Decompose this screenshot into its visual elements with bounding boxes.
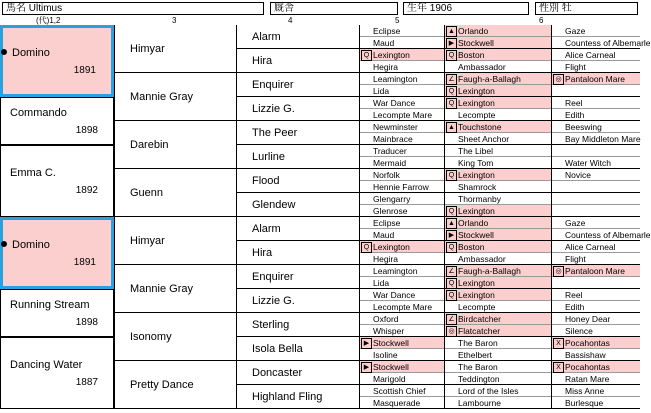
search-icon: Q bbox=[446, 278, 457, 289]
horse-name: Lexington bbox=[373, 242, 410, 252]
col5-horse[interactable] bbox=[359, 61, 444, 73]
col7-horse[interactable] bbox=[551, 253, 640, 265]
column-divider bbox=[114, 25, 115, 409]
horse-name: Oxford bbox=[373, 314, 399, 324]
col5-horse[interactable] bbox=[359, 397, 444, 409]
col5-horse[interactable] bbox=[359, 85, 444, 97]
horse-name: The Baron bbox=[458, 338, 498, 348]
col6-horse[interactable] bbox=[444, 337, 551, 349]
col5-horse[interactable] bbox=[359, 73, 444, 85]
horse-name: Lexington bbox=[458, 278, 495, 288]
horse-name: Mainbrace bbox=[373, 134, 413, 144]
horse-name: The Peer bbox=[252, 126, 298, 139]
horse-name: Pocahontas bbox=[565, 338, 610, 348]
gen3-horse[interactable] bbox=[114, 217, 236, 265]
col6-horse[interactable] bbox=[444, 49, 551, 61]
horse-name: Highland Fling bbox=[252, 390, 323, 403]
horse-name: Hira bbox=[252, 54, 273, 67]
horse-name: Lexington bbox=[373, 50, 410, 60]
horse-name: Ambassador bbox=[458, 254, 506, 264]
pedigree-table bbox=[0, 25, 651, 413]
target-icon: ◎ bbox=[446, 326, 457, 337]
horse-name: Lexington bbox=[458, 98, 495, 108]
horse-name: Lambourne bbox=[458, 398, 502, 408]
horse-name: Reel bbox=[565, 98, 583, 108]
horse-year: 1892 bbox=[75, 185, 98, 196]
col7-horse[interactable] bbox=[551, 73, 640, 85]
col5-horse[interactable] bbox=[359, 337, 444, 349]
col6-horse[interactable] bbox=[444, 97, 551, 109]
horse-name: King Tom bbox=[458, 158, 494, 168]
horse-name: Flatcatcher bbox=[458, 326, 501, 336]
gen1-horse-box[interactable] bbox=[0, 337, 114, 409]
col5-horse[interactable] bbox=[359, 349, 444, 361]
gen1-horse-box[interactable] bbox=[0, 289, 114, 337]
horse-name: Novice bbox=[565, 170, 591, 180]
col7-horse[interactable] bbox=[551, 385, 640, 397]
col7-horse[interactable] bbox=[551, 229, 651, 241]
col7-horse[interactable] bbox=[551, 85, 640, 97]
gen-label-1-2: (代)1,2 bbox=[36, 16, 61, 25]
col6-horse[interactable] bbox=[444, 109, 551, 121]
gen4-horse[interactable] bbox=[236, 73, 359, 97]
horse-year: 1898 bbox=[75, 125, 98, 136]
col6-horse[interactable] bbox=[444, 385, 551, 397]
horse-name: Boston bbox=[458, 50, 485, 60]
horse-year: 1887 bbox=[75, 377, 98, 388]
horse-name: Masquerade bbox=[373, 398, 421, 408]
gen4-horse[interactable] bbox=[236, 313, 359, 337]
col6-horse[interactable] bbox=[444, 313, 551, 325]
col6-horse[interactable] bbox=[444, 277, 551, 289]
flag-icon: ▶ bbox=[361, 338, 372, 349]
gen3-horse[interactable] bbox=[114, 25, 236, 73]
gen-label-6: 6 bbox=[539, 16, 544, 25]
search-icon: Q bbox=[446, 242, 457, 253]
stable-field: 厩舎 bbox=[270, 2, 398, 15]
col7-horse[interactable] bbox=[551, 133, 640, 145]
col7-horse[interactable] bbox=[551, 49, 640, 61]
horse-name: Pretty Dance bbox=[130, 378, 194, 391]
horse-name: Edith bbox=[565, 302, 585, 312]
horse-name: Maud bbox=[373, 38, 395, 48]
birth-year-field: 生年 1906 bbox=[403, 2, 529, 15]
horse-name: Emma C. bbox=[10, 167, 56, 179]
search-icon: Q bbox=[446, 170, 457, 181]
col6-horse[interactable] bbox=[444, 121, 551, 133]
horse-name: Ethelbert bbox=[458, 350, 493, 360]
gen4-horse[interactable] bbox=[236, 97, 359, 121]
gen3-horse[interactable] bbox=[114, 313, 236, 361]
horse-name: Hira bbox=[252, 246, 273, 259]
horse-name: Touchstone bbox=[458, 122, 502, 132]
horse-name: The Baron bbox=[458, 362, 498, 372]
col5-horse[interactable] bbox=[359, 229, 444, 241]
gen4-horse[interactable] bbox=[236, 337, 359, 361]
horse-name: Norfolk bbox=[373, 170, 400, 180]
col5-horse[interactable] bbox=[359, 169, 444, 181]
horse-name: Countess of Albemarle bbox=[565, 38, 651, 48]
col7-horse[interactable] bbox=[551, 361, 640, 373]
col7-horse[interactable] bbox=[551, 301, 640, 313]
col6-horse[interactable] bbox=[444, 25, 551, 37]
horse-name: Reel bbox=[565, 290, 583, 300]
horse-name: Flight bbox=[565, 62, 586, 72]
horse-name: Pantaloon Mare bbox=[565, 266, 626, 276]
horse-year: 1891 bbox=[73, 65, 96, 76]
col6-horse[interactable] bbox=[444, 181, 551, 193]
marker-dot-icon bbox=[1, 241, 7, 247]
horse-name: Lexington bbox=[458, 86, 495, 96]
col7-horse[interactable] bbox=[551, 349, 640, 361]
col7-horse[interactable] bbox=[551, 169, 640, 181]
horse-name: Mannie Gray bbox=[130, 282, 193, 295]
horse-name: Lexington bbox=[458, 206, 495, 216]
horse-name: Whisper bbox=[373, 326, 405, 336]
col7-horse[interactable] bbox=[551, 97, 640, 109]
col5-horse[interactable] bbox=[359, 109, 444, 121]
gen3-horse[interactable] bbox=[114, 169, 236, 217]
search-icon: Q bbox=[446, 86, 457, 97]
horse-name: Darebin bbox=[130, 138, 169, 151]
col6-horse[interactable] bbox=[444, 373, 551, 385]
sex-field: 性別 牡 bbox=[535, 2, 638, 15]
horse-name: Stockwell bbox=[373, 362, 409, 372]
horse-name: Isonomy bbox=[130, 330, 172, 343]
col7-horse[interactable] bbox=[551, 37, 651, 49]
horse-name: Boston bbox=[458, 242, 485, 252]
horse-name: Lida bbox=[373, 278, 390, 288]
gen4-horse[interactable] bbox=[236, 361, 359, 385]
col7-horse[interactable] bbox=[551, 397, 640, 409]
horse-name: Sheet Anchor bbox=[458, 134, 510, 144]
horse-name: Beeswing bbox=[565, 122, 602, 132]
col5-horse[interactable] bbox=[359, 121, 444, 133]
gen4-horse[interactable] bbox=[236, 121, 359, 145]
horse-name: Faugh-a-Ballagh bbox=[458, 266, 521, 276]
horse-name: Silence bbox=[565, 326, 593, 336]
horse-year: 1891 bbox=[73, 257, 96, 268]
horse-name: Glenrose bbox=[373, 206, 408, 216]
horse-name: Guenn bbox=[130, 186, 164, 199]
horse-name: The Libel bbox=[458, 146, 493, 156]
col7-horse[interactable] bbox=[551, 193, 640, 205]
horse-name-field: 馬名 Ultimus bbox=[2, 2, 264, 15]
gen3-horse[interactable] bbox=[114, 265, 236, 313]
horse-name: Newminster bbox=[373, 122, 418, 132]
column-divider bbox=[359, 25, 360, 409]
horse-name: Faugh-a-Ballagh bbox=[458, 74, 521, 84]
horse-name: Water Witch bbox=[565, 158, 611, 168]
horse-name: Hegira bbox=[373, 254, 399, 264]
gen-label-4: 4 bbox=[288, 16, 293, 25]
col5-horse[interactable] bbox=[359, 385, 444, 397]
horse-name: Flood bbox=[252, 174, 280, 187]
horse-year: 1898 bbox=[75, 317, 98, 328]
horse-name: Maud bbox=[373, 230, 395, 240]
col7-horse[interactable] bbox=[551, 157, 640, 169]
col6-horse[interactable] bbox=[444, 205, 551, 217]
col6-horse[interactable] bbox=[444, 229, 551, 241]
column-divider bbox=[551, 25, 552, 409]
horse-name: Lida bbox=[373, 86, 390, 96]
col6-horse[interactable] bbox=[444, 349, 551, 361]
gen1-horse-box[interactable] bbox=[0, 97, 114, 145]
col6-horse[interactable] bbox=[444, 73, 551, 85]
cross-icon: X bbox=[553, 362, 564, 373]
col5-horse[interactable] bbox=[359, 205, 444, 217]
col5-horse[interactable] bbox=[359, 277, 444, 289]
horse-name: Sterling bbox=[252, 318, 290, 331]
gen4-horse[interactable] bbox=[236, 217, 359, 241]
gen4-horse[interactable] bbox=[236, 241, 359, 265]
flag-icon: ▶ bbox=[446, 38, 457, 49]
target-icon: ◎ bbox=[553, 74, 564, 85]
horse-name: Teddington bbox=[458, 374, 500, 384]
col6-horse[interactable] bbox=[444, 61, 551, 73]
horse-name: Ambassador bbox=[458, 62, 506, 72]
horse-name: Himyar bbox=[130, 42, 165, 55]
gen1-horse-box[interactable] bbox=[0, 25, 114, 97]
gen3-horse[interactable] bbox=[114, 361, 236, 409]
horse-name: Eclipse bbox=[373, 26, 401, 36]
horse-name: Isoline bbox=[373, 350, 398, 360]
gen4-horse[interactable] bbox=[236, 49, 359, 73]
horse-name: War Dance bbox=[373, 290, 416, 300]
gen4-horse[interactable] bbox=[236, 145, 359, 169]
horse-name: Lecompte Mare bbox=[373, 110, 433, 120]
angle-icon: ∠ bbox=[446, 314, 457, 325]
angle-icon: ∠ bbox=[446, 74, 457, 85]
search-icon: Q bbox=[446, 50, 457, 61]
horse-name: Alice Carneal bbox=[565, 242, 616, 252]
horse-name: Glengarry bbox=[373, 194, 411, 204]
horse-name: Thormanby bbox=[458, 194, 501, 204]
horse-name: Bay Middleton Mare bbox=[565, 134, 641, 144]
horse-name: Bassishaw bbox=[565, 350, 606, 360]
horse-name: Lizzie G. bbox=[252, 102, 295, 115]
col5-horse[interactable] bbox=[359, 265, 444, 277]
horse-name: Birdcatcher bbox=[458, 314, 501, 324]
col6-horse[interactable] bbox=[444, 241, 551, 253]
col6-horse[interactable] bbox=[444, 265, 551, 277]
col5-horse[interactable] bbox=[359, 361, 444, 373]
col5-horse[interactable] bbox=[359, 97, 444, 109]
col7-horse[interactable] bbox=[551, 205, 640, 217]
horse-name: Lurline bbox=[252, 150, 286, 163]
col5-horse[interactable] bbox=[359, 49, 444, 61]
horse-name: Lord of the Isles bbox=[458, 386, 519, 396]
horse-name: Shamrock bbox=[458, 182, 497, 192]
gen4-horse[interactable] bbox=[236, 385, 359, 409]
cross-icon: X bbox=[553, 338, 564, 349]
col7-horse[interactable] bbox=[551, 265, 640, 277]
col6-horse[interactable] bbox=[444, 289, 551, 301]
gen1-horse-box[interactable] bbox=[0, 145, 114, 217]
col5-horse[interactable] bbox=[359, 313, 444, 325]
col5-horse[interactable] bbox=[359, 289, 444, 301]
col5-horse[interactable] bbox=[359, 373, 444, 385]
gen4-horse[interactable] bbox=[236, 193, 359, 217]
horse-name: Lizzie G. bbox=[252, 294, 295, 307]
col7-horse[interactable] bbox=[551, 289, 640, 301]
col6-horse[interactable] bbox=[444, 145, 551, 157]
gen4-horse[interactable] bbox=[236, 25, 359, 49]
col7-horse[interactable] bbox=[551, 25, 640, 37]
warning-icon: ▲ bbox=[446, 218, 457, 229]
horse-name: Hennie Farrow bbox=[373, 182, 429, 192]
col7-horse[interactable] bbox=[551, 109, 640, 121]
horse-name: Burlesque bbox=[565, 398, 604, 408]
horse-name: Pantaloon Mare bbox=[565, 74, 626, 84]
col6-horse[interactable] bbox=[444, 193, 551, 205]
horse-name: Ratan Mare bbox=[565, 374, 610, 384]
gen3-horse[interactable] bbox=[114, 121, 236, 169]
horse-name: Running Stream bbox=[10, 299, 90, 311]
gen4-horse[interactable] bbox=[236, 265, 359, 289]
gen4-horse[interactable] bbox=[236, 169, 359, 193]
search-icon: Q bbox=[361, 242, 372, 253]
col7-horse[interactable] bbox=[551, 277, 640, 289]
col6-horse[interactable] bbox=[444, 325, 551, 337]
horse-name: Stockwell bbox=[458, 38, 494, 48]
horse-name: Enquirer bbox=[252, 270, 294, 283]
horse-name: Lexington bbox=[458, 290, 495, 300]
gen-label-3: 3 bbox=[172, 16, 177, 25]
horse-name: Lexington bbox=[458, 170, 495, 180]
col6-horse[interactable] bbox=[444, 133, 551, 145]
horse-name: Scottish Chief bbox=[373, 386, 426, 396]
horse-name: Isola Bella bbox=[252, 342, 303, 355]
col5-horse[interactable] bbox=[359, 325, 444, 337]
gen-label-5: 5 bbox=[395, 16, 400, 25]
marker-dot-icon bbox=[1, 49, 7, 55]
horse-name: Doncaster bbox=[252, 366, 303, 379]
col7-horse[interactable] bbox=[551, 217, 640, 229]
col5-horse[interactable] bbox=[359, 253, 444, 265]
search-icon: Q bbox=[446, 98, 457, 109]
column-divider bbox=[444, 25, 445, 409]
horse-name: Mannie Gray bbox=[130, 90, 193, 103]
col5-horse[interactable] bbox=[359, 25, 444, 37]
col7-horse[interactable] bbox=[551, 121, 640, 133]
horse-name: Miss Anne bbox=[565, 386, 605, 396]
col5-horse[interactable] bbox=[359, 217, 444, 229]
horse-name: Domino bbox=[12, 47, 50, 59]
col5-horse[interactable] bbox=[359, 241, 444, 253]
horse-name: Hegira bbox=[373, 62, 399, 72]
search-icon: Q bbox=[446, 290, 457, 301]
horse-name: Orlando bbox=[458, 218, 489, 228]
col5-horse[interactable] bbox=[359, 157, 444, 169]
col5-horse[interactable] bbox=[359, 37, 444, 49]
search-icon: Q bbox=[361, 50, 372, 61]
horse-name: Alarm bbox=[252, 222, 281, 235]
col7-horse[interactable] bbox=[551, 145, 640, 157]
horse-name: Stockwell bbox=[458, 230, 494, 240]
horse-name: Alarm bbox=[252, 30, 281, 43]
horse-name: Lecompte bbox=[458, 302, 496, 312]
horse-name: Enquirer bbox=[252, 78, 294, 91]
horse-name: Himyar bbox=[130, 234, 165, 247]
horse-name: Alice Carneal bbox=[565, 50, 616, 60]
horse-name: Pocahontas bbox=[565, 362, 610, 372]
warning-icon: ▲ bbox=[446, 122, 457, 133]
horse-name: Gaze bbox=[565, 218, 586, 228]
col5-horse[interactable] bbox=[359, 181, 444, 193]
col5-horse[interactable] bbox=[359, 193, 444, 205]
col7-horse[interactable] bbox=[551, 313, 640, 325]
col6-horse[interactable] bbox=[444, 37, 551, 49]
horse-name: Glendew bbox=[252, 198, 296, 211]
horse-name: Leamington bbox=[373, 74, 418, 84]
gen3-horse[interactable] bbox=[114, 73, 236, 121]
col5-horse[interactable] bbox=[359, 133, 444, 145]
horse-name: Traducer bbox=[373, 146, 407, 156]
target-icon: ◎ bbox=[553, 266, 564, 277]
search-icon: Q bbox=[446, 206, 457, 217]
horse-name: Countess of Albemarle bbox=[565, 230, 651, 240]
horse-name: Lecompte Mare bbox=[373, 302, 433, 312]
col5-horse[interactable] bbox=[359, 145, 444, 157]
gen4-horse[interactable] bbox=[236, 289, 359, 313]
col7-horse[interactable] bbox=[551, 241, 640, 253]
col7-horse[interactable] bbox=[551, 373, 640, 385]
col6-horse[interactable] bbox=[444, 397, 551, 409]
horse-name: Edith bbox=[565, 110, 585, 120]
horse-name: Eclipse bbox=[373, 218, 401, 228]
horse-name: Domino bbox=[12, 239, 50, 251]
horse-name: Gaze bbox=[565, 26, 586, 36]
column-divider bbox=[236, 25, 237, 409]
col6-horse[interactable] bbox=[444, 85, 551, 97]
horse-name: Flight bbox=[565, 254, 586, 264]
col6-horse[interactable] bbox=[444, 157, 551, 169]
horse-name: Mermaid bbox=[373, 158, 407, 168]
horse-name: Lecompte bbox=[458, 110, 496, 120]
horse-name: Stockwell bbox=[373, 338, 409, 348]
col7-horse[interactable] bbox=[551, 325, 640, 337]
horse-name: Orlando bbox=[458, 26, 489, 36]
col6-horse[interactable] bbox=[444, 361, 551, 373]
gen1-horse-box[interactable] bbox=[0, 217, 114, 289]
col5-horse[interactable] bbox=[359, 301, 444, 313]
horse-name: Commando bbox=[10, 107, 67, 119]
col7-horse[interactable] bbox=[551, 181, 640, 193]
horse-name: Dancing Water bbox=[10, 359, 83, 371]
angle-icon: ∠ bbox=[446, 266, 457, 277]
col6-horse[interactable] bbox=[444, 301, 551, 313]
horse-name: Honey Dear bbox=[565, 314, 611, 324]
col7-horse[interactable] bbox=[551, 61, 640, 73]
col6-horse[interactable] bbox=[444, 169, 551, 181]
col6-horse[interactable] bbox=[444, 253, 551, 265]
warning-icon: ▲ bbox=[446, 26, 457, 37]
horse-name: Leamington bbox=[373, 266, 418, 276]
col6-horse[interactable] bbox=[444, 217, 551, 229]
horse-name: Marigold bbox=[373, 374, 406, 384]
col7-horse[interactable] bbox=[551, 337, 640, 349]
flag-icon: ▶ bbox=[446, 230, 457, 241]
horse-name: War Dance bbox=[373, 98, 416, 108]
flag-icon: ▶ bbox=[361, 362, 372, 373]
